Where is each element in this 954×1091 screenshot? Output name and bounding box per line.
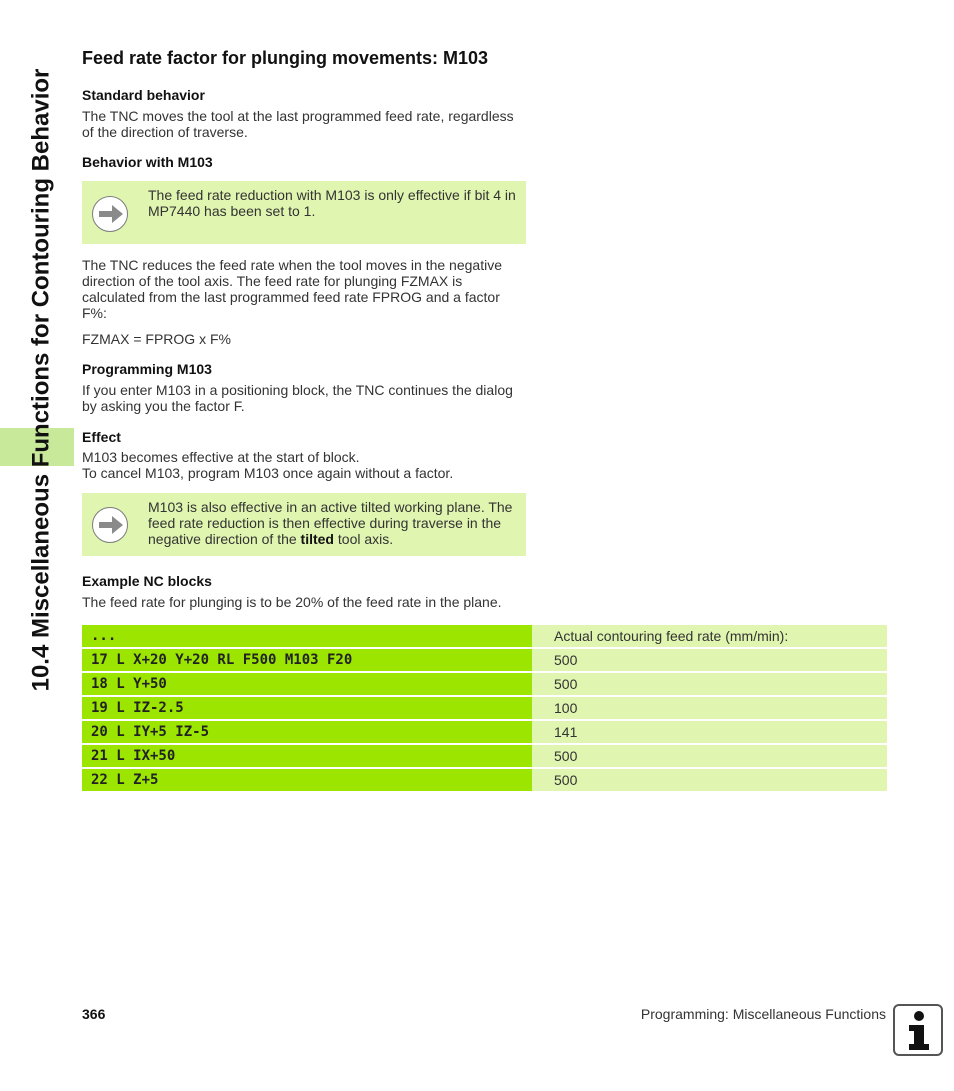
table-row [82, 745, 887, 767]
page-number: 366 [82, 1006, 106, 1022]
table-row [82, 649, 887, 671]
note-box-tilted [82, 493, 526, 556]
nc-code-cell: 17 L X+20 Y+20 RL F500 M103 F20 [82, 649, 532, 671]
section-programming-text: If you enter M103 in a positioning block, the TNC continues the dialog by asking you the factor F. [82, 382, 513, 414]
feed-rate-cell: Actual contouring feed rate (mm/min): [532, 625, 887, 647]
table-row [82, 769, 887, 791]
nc-code-cell: 21 L IX+50 [82, 745, 532, 767]
nc-blocks-table [82, 623, 887, 793]
feed-rate-cell: 100 [532, 697, 887, 719]
table-row [82, 697, 887, 719]
info-icon [893, 1004, 943, 1056]
nc-code-cell: 22 L Z+5 [82, 769, 532, 791]
arrow-right-icon [92, 196, 128, 232]
section-example-text: The feed rate for plunging is to be 20% of the feed rate in the plane. [82, 594, 502, 610]
arrow-right-icon [92, 507, 128, 543]
behavior-description: The TNC reduces the feed rate when the tool moves in the negative direction of the tool axis. The feed rate for plunging FZMAX is calculated from the last programmed feed rate FPROG and a factor F%: [82, 257, 502, 321]
feed-rate-cell: 500 [532, 769, 887, 791]
behavior-formula: FZMAX = FPROG x F% [82, 331, 231, 347]
note-text-bit4: The feed rate reduction with M103 is only effective if bit 4 in MP7440 has been set to 1. [148, 187, 516, 219]
section-standard-text: The TNC moves the tool at the last programmed feed rate, regardless of the direction of traverse. [82, 108, 514, 140]
note-text-tilted: M103 is also effective in an active tilted working plane. The feed rate reduction is then effective during traverse in the negative direction of the tilted tool axis. [148, 499, 513, 547]
feed-rate-cell: 500 [532, 649, 887, 671]
feed-rate-cell: 500 [532, 673, 887, 695]
effect-line-1: M103 becomes effective at the start of block. [82, 449, 360, 465]
table-row [82, 625, 887, 647]
section-effect-title: Effect [82, 429, 121, 445]
section-behavior-title: Behavior with M103 [82, 154, 213, 170]
nc-code-cell: 19 L IZ-2.5 [82, 697, 532, 719]
table-row [82, 673, 887, 695]
section-standard-title: Standard behavior [82, 87, 205, 103]
side-chapter-title: 10.4 Miscellaneous Functions for Contouring Behavior [27, 68, 55, 692]
table-row [82, 721, 887, 743]
section-example-title: Example NC blocks [82, 573, 212, 589]
nc-code-cell: 20 L IY+5 IZ-5 [82, 721, 532, 743]
feed-rate-cell: 500 [532, 745, 887, 767]
nc-code-cell: ... [82, 625, 532, 647]
note-box-bit4 [82, 181, 526, 244]
effect-line-2: To cancel M103, program M103 once again without a factor. [82, 465, 454, 481]
feed-rate-cell: 141 [532, 721, 887, 743]
nc-code-cell: 18 L Y+50 [82, 673, 532, 695]
tilted-emphasis: tilted [300, 531, 334, 547]
section-programming-title: Programming M103 [82, 361, 212, 377]
page-heading: Feed rate factor for plunging movements: M103 [82, 48, 489, 68]
footer-chapter-title: Programming: Miscellaneous Functions [640, 1006, 886, 1022]
